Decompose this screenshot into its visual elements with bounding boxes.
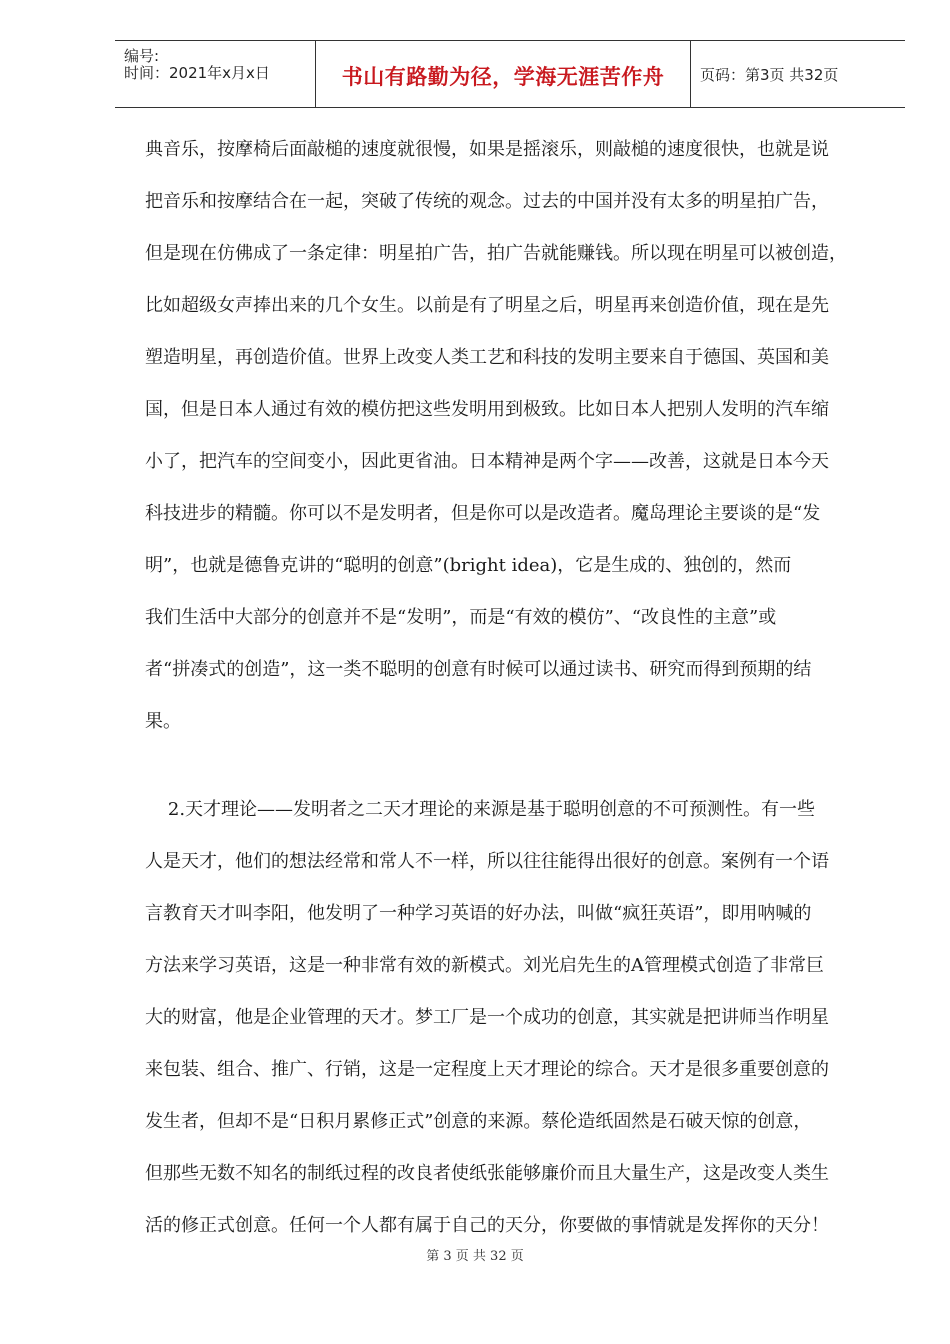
text-line: 但那些无数不知名的制纸过程的改良者使纸张能够廉价而且大量生产，这是改变人类生 bbox=[145, 1163, 829, 1184]
time-label: 时间：2021年x月x日 bbox=[124, 64, 270, 82]
text-line: 国，但是日本人通过有效的模仿把这些发明用到极致。比如日本人把别人发明的汽车缩 bbox=[145, 399, 829, 420]
text-line: 比如超级女声捧出来的几个女生。以前是有了明星之后，明星再来创造价值，现在是先 bbox=[145, 295, 829, 316]
text-line: 果。 bbox=[145, 711, 181, 732]
motto-text: 书山有路勤为径，学海无涯苦作舟 bbox=[341, 65, 665, 89]
page-footer: 第 3 页 共 32 页 bbox=[426, 1249, 524, 1264]
header-page-cell bbox=[690, 41, 905, 107]
text-line: 发生者，但却不是“日积月累修正式”创意的来源。蔡伦造纸固然是石破天惊的创意， bbox=[145, 1111, 812, 1132]
header-meta-cell bbox=[115, 41, 315, 107]
text-line: 人是天才，他们的想法经常和常人不一样，所以往往能得出很好的创意。案例有一个语 bbox=[145, 851, 829, 872]
text-line: 典音乐，按摩椅后面敲槌的速度就很慢，如果是摇滚乐，则敲槌的速度很快，也就是说 bbox=[145, 139, 829, 160]
text-line: 方法来学习英语，这是一种非常有效的新模式。刘光启先生的A管理模式创造了非常巨 bbox=[145, 955, 824, 976]
text-line: 把音乐和按摩结合在一起，突破了传统的观念。过去的中国并没有太多的明星拍广告， bbox=[145, 191, 829, 212]
text-line: 小了，把汽车的空间变小，因此更省油。日本精神是两个字——改善，这就是日本今天 bbox=[145, 451, 829, 472]
text-line: 塑造明星，再创造价值。世界上改变人类工艺和科技的发明主要来自于德国、英国和美 bbox=[145, 347, 829, 368]
page-number-label: 页码：第3页 共32页 bbox=[700, 66, 839, 84]
paragraph-2 bbox=[145, 784, 885, 1252]
text-line: 来包装、组合、推广、行销，这是一定程度上天才理论的综合。天才是很多重要创意的 bbox=[145, 1059, 829, 1080]
text-line: 活的修正式创意。任何一个人都有属于自己的天分，你要做的事情就是发挥你的天分！ bbox=[145, 1215, 829, 1236]
serial-label: 编号: bbox=[124, 47, 160, 65]
text-line: 明”，也就是德鲁克讲的“聪明的创意”(bright idea)，它是生成的、独创的，然而 bbox=[145, 555, 792, 576]
text-line: 大的财富，他是企业管理的天才。梦工厂是一个成功的创意，其实就是把讲师当作明星 bbox=[145, 1007, 829, 1028]
paragraph-1 bbox=[145, 124, 885, 748]
text-line: 我们生活中大部分的创意并不是“发明”，而是“有效的模仿”、“改良性的主意”或 bbox=[145, 607, 777, 628]
document-body bbox=[145, 124, 885, 1252]
text-line: 者“拼凑式的创造”，这一类不聪明的创意有时候可以通过读书、研究而得到预期的结 bbox=[145, 659, 812, 680]
text-line: 2.天才理论——发明者之二天才理论的来源是基于聪明创意的不可预测性。有一些 bbox=[145, 799, 816, 820]
page-header bbox=[115, 40, 905, 108]
text-line: 言教育天才叫李阳，他发明了一种学习英语的好办法，叫做“疯狂英语”，即用呐喊的 bbox=[145, 903, 812, 924]
text-line: 但是现在仿佛成了一条定律：明星拍广告，拍广告就能赚钱。所以现在明星可以被创造， bbox=[145, 243, 847, 264]
header-motto-cell bbox=[315, 41, 691, 107]
text-line: 科技进步的精髓。你可以不是发明者，但是你可以是改造者。魔岛理论主要谈的是“发 bbox=[145, 503, 821, 524]
